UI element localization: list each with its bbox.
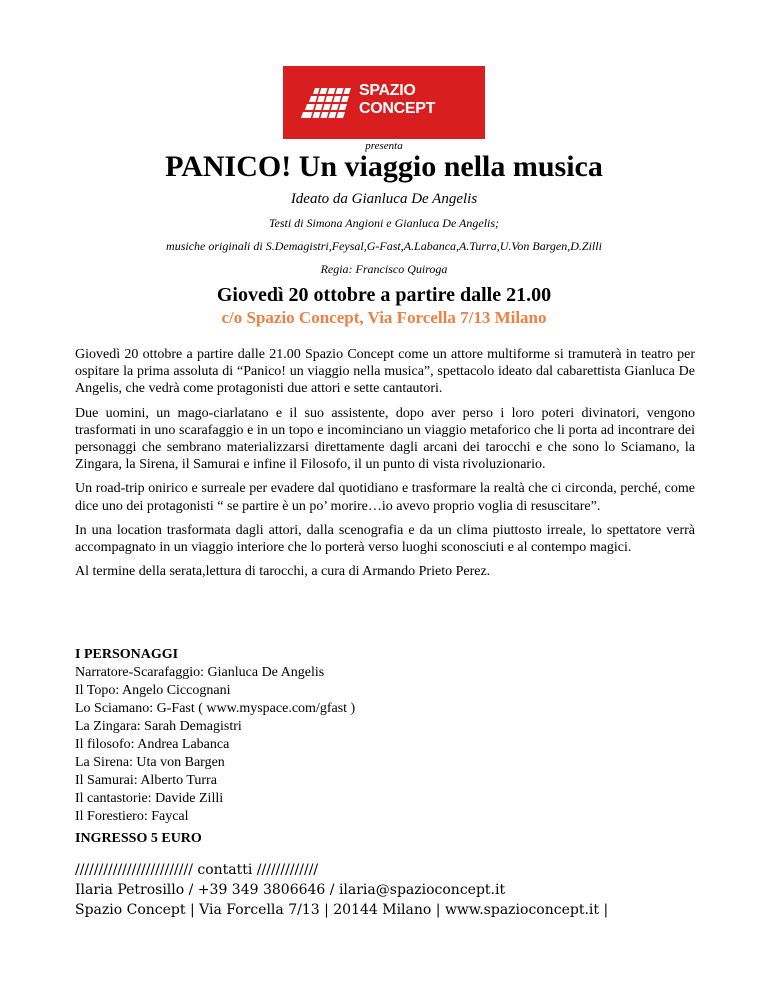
contacts-address: Spazio Concept | Via Forcella 7/13 | 20144 Milano | www.spazioconcept.it |	[75, 902, 609, 918]
cast-heading: I PERSONAGGI	[75, 647, 179, 662]
ideato-line: Ideato da Gianluca De Angelis	[290, 191, 478, 207]
cast-item: Il cantastorie: Davide Zilli	[75, 791, 224, 806]
logo-line-2: CONCEPT	[359, 100, 436, 117]
presenta-label: presenta	[365, 140, 403, 152]
contacts-heading: ///////////////////////// contatti /////////////	[75, 862, 319, 878]
cast-list	[75, 646, 355, 826]
contacts-person: Ilaria Petrosillo / +39 349 3806646 / ilaria@spazioconcept.it	[75, 882, 506, 898]
contacts	[75, 860, 608, 920]
testi-line: Testi di Simona Angioni e Gianluca De Angelis;	[268, 216, 500, 230]
cast-item: Il Samurai: Alberto Turra	[75, 773, 217, 788]
musiche-line: musiche originali di S.Demagistri,Feysal,G-Fast,A.Labanca,A.Turra,U.Von Bargen,D.Zilli	[166, 239, 602, 253]
cast-item: Il Topo: Angelo Ciccognani	[75, 683, 231, 698]
paragraph-4: In una location trasformata dagli attori, dalla scenografia e da un clima piuttosto irreale, lo spettatore verrà accompagnato in un viaggio interiore che lo porterà verso luoghi sconosciuti e al contempo magici.	[75, 522, 695, 556]
paragraph-5: Al termine della serata,lettura di tarocchi, a cura di Armando Prieto Perez.	[75, 564, 491, 580]
paragraph-3: Un road-trip onirico e surreale per evadere dal quotidiano e trasformare la realtà che ci circonda, perché, come dice uno dei protagonisti “ se partire è un po’ morire…io avevo proprio voglia di resuscitare”.	[75, 481, 695, 514]
spazio-concept-logo	[283, 66, 485, 139]
event-date: Giovedì 20 ottobre a partire dalle 21.00	[216, 284, 552, 306]
cast-item: Il filosofo: Andrea Labanca	[75, 737, 230, 752]
page-title: PANICO! Un viaggio nella musica	[165, 150, 603, 183]
event-venue: c/o Spazio Concept, Via Forcella 7/13 Milano	[221, 308, 547, 327]
cast-item: Lo Sciamano: G-Fast ( www.myspace.com/gfast )	[75, 701, 356, 716]
cast-item: La Sirena: Uta von Bargen	[75, 755, 225, 770]
regia-line: Regia: Francisco Quiroga	[320, 262, 448, 276]
description	[75, 346, 695, 587]
cast-item: La Zingara: Sarah Demagistri	[75, 719, 242, 734]
entry-price: INGRESSO 5 EURO	[75, 831, 202, 846]
cast-item: Narratore-Scarafaggio: Gianluca De Angelis	[75, 665, 325, 680]
paragraph-1: Giovedì 20 ottobre a partire dalle 21.00 Spazio Concept come un attore multiforme si tramuterà in teatro per ospitare la prima assoluta di “Panico! un viaggio nella musica”, spettacolo ideato dal cabarettista Gianluca De Angelis, che vedrà come protagonisti due attori e sette cantautori.	[75, 347, 695, 397]
logo-line-1: SPAZIO	[359, 82, 416, 99]
cast-item: Il Forestiero: Faycal	[75, 809, 189, 824]
paragraph-2: Due uomini, un mago-ciarlatano e il suo assistente, dopo aver perso i loro poteri divinatori, vengono trasformati in uno scarafaggio e in un topo e incominciano un viaggio metaforico che li porta ad incontrare dei personaggi che sembrano materializzarsi direttamente dagli arcani dei tarocchi e che sono lo Sciamano, la Zingara, la Sirena, il Samurai e infine il Filosofo, il un punto di vista rivoluzionario.	[75, 405, 695, 473]
logo-wordmark	[359, 82, 435, 118]
spazio-concept-logo-icon	[301, 84, 355, 122]
